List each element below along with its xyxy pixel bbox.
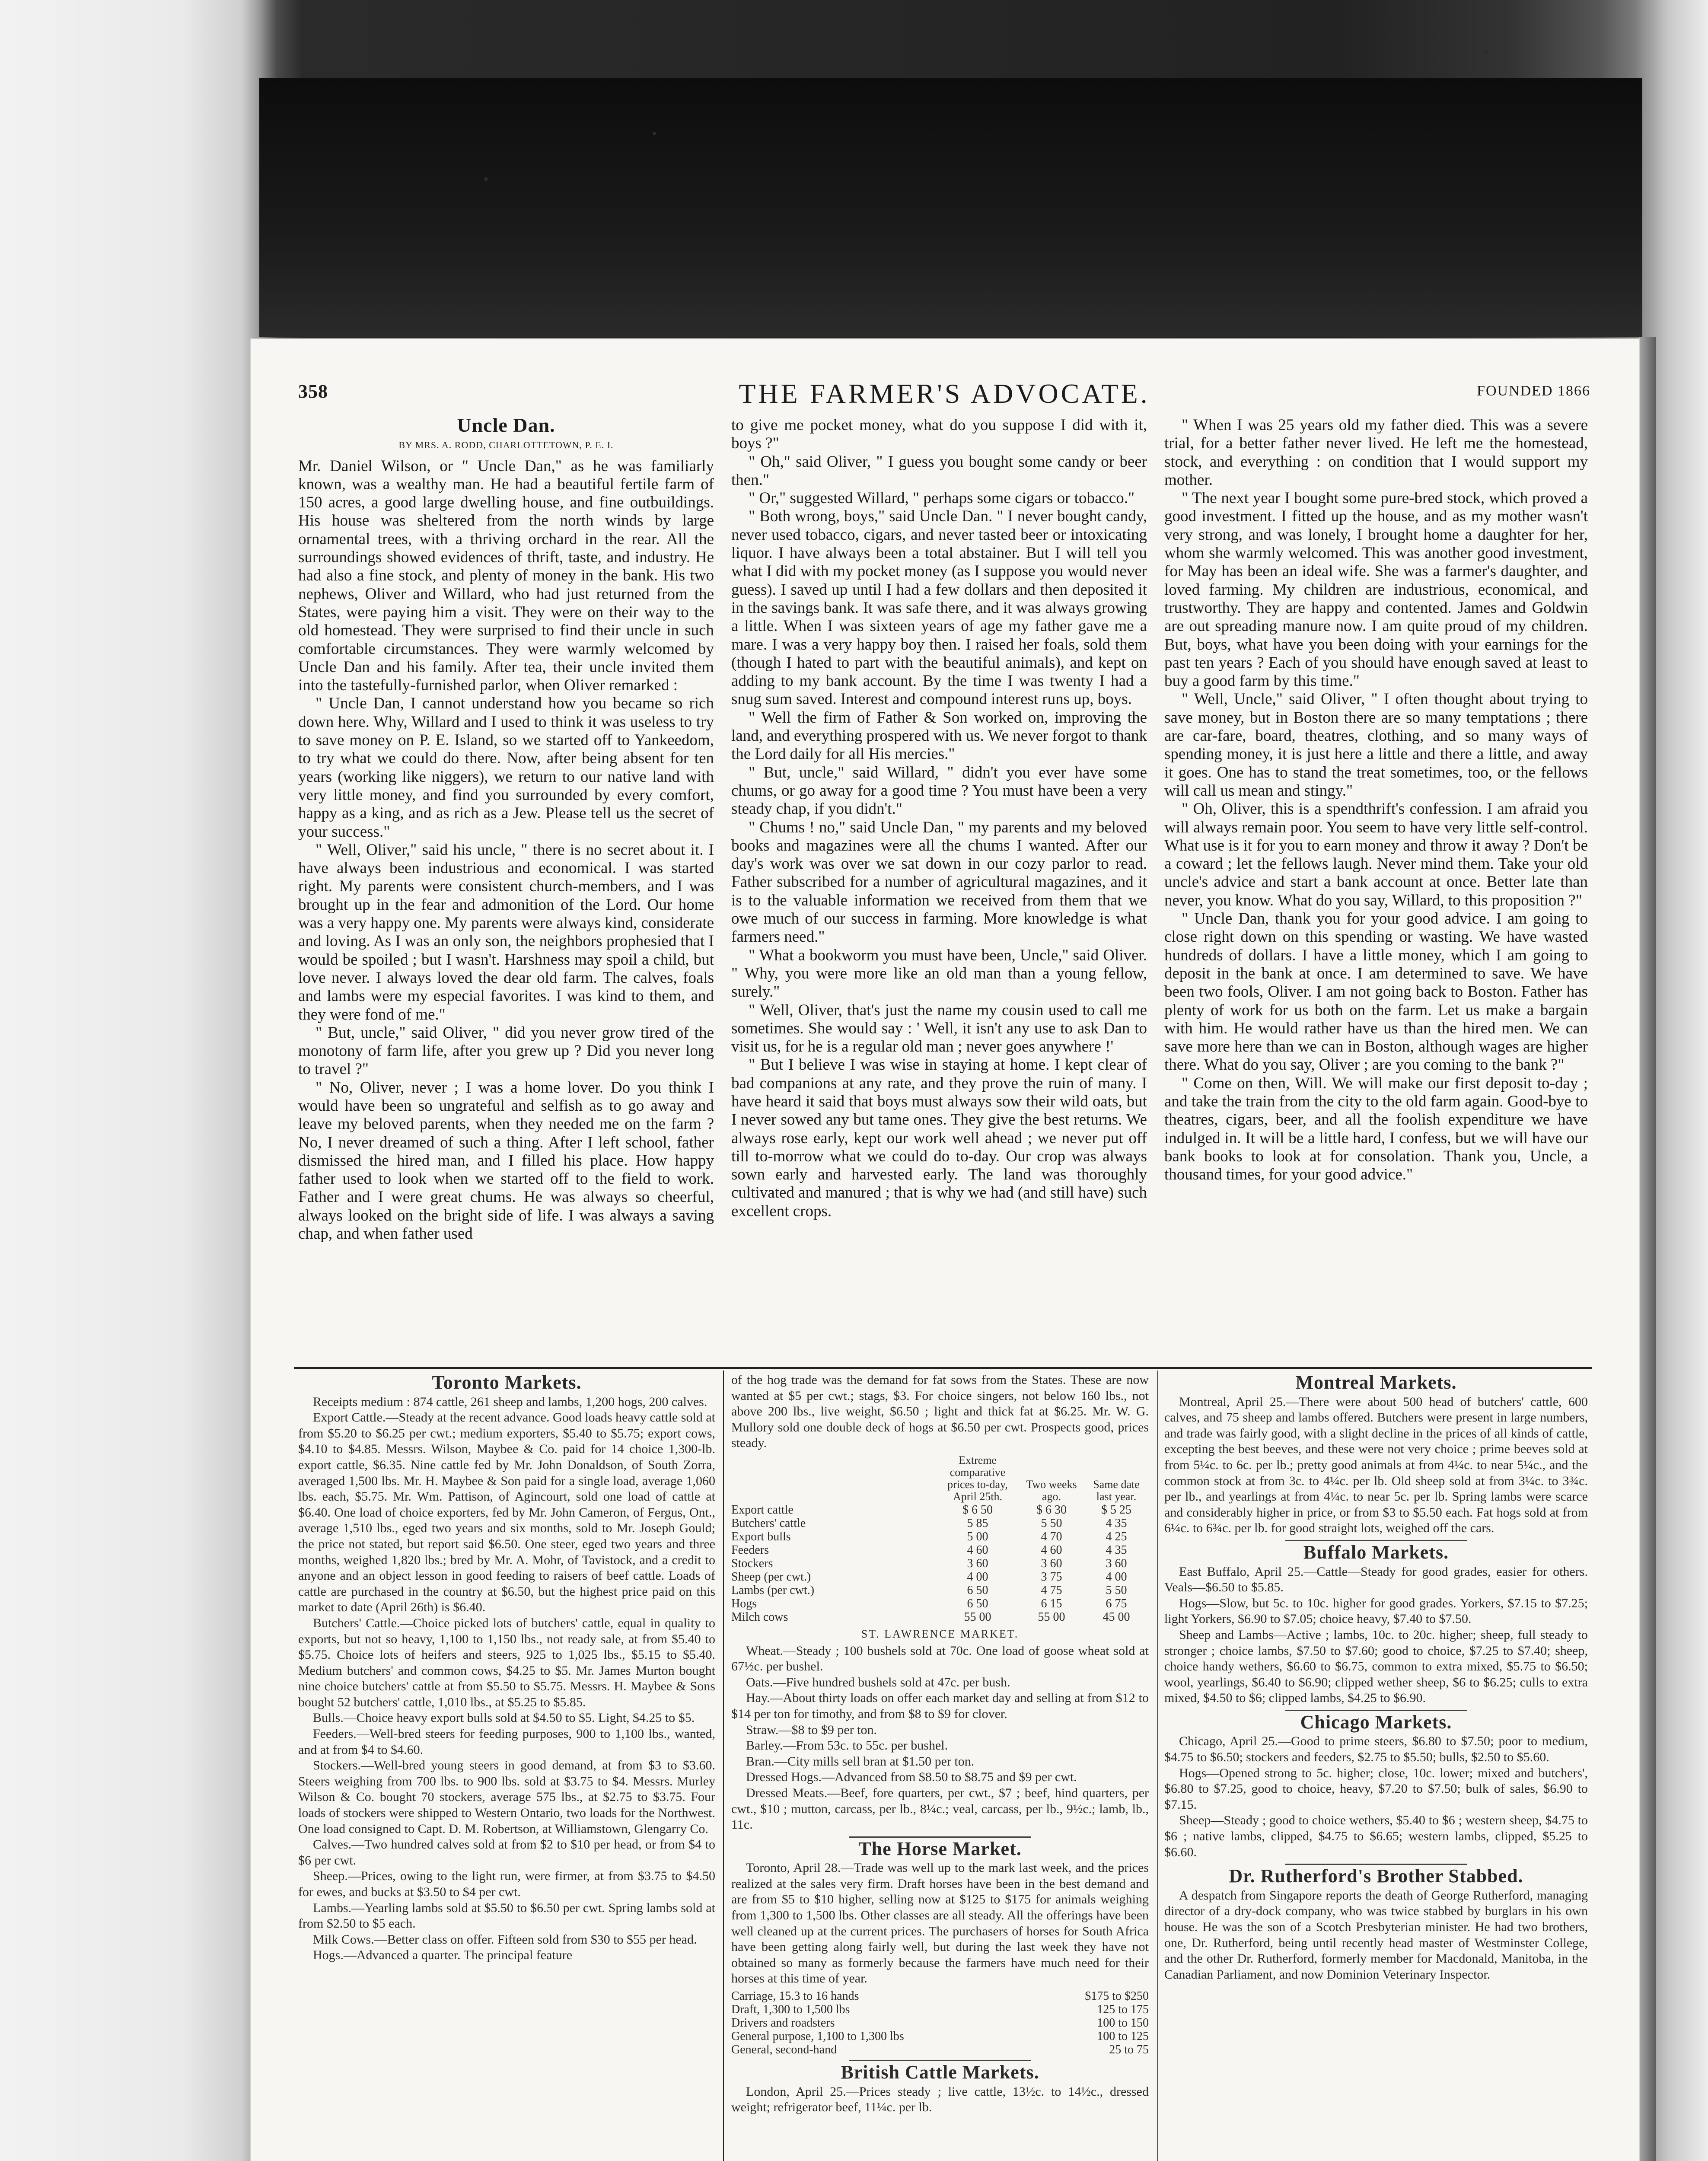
market-paragraph: Sheep—Steady ; good to choice wethers, $5.40 to $6 ; western sheep, $4.75 to $6 ; native lambs, clipped, $4.75 to $6.65; western lambs, clipped, $5.25 to $6.60. [1164,1813,1588,1859]
toronto-markets [298,1372,715,1963]
table-header: Extreme comparative prices to-day, April 25th. [947,1453,1008,1503]
table-cell: 3 60 [1106,1556,1127,1570]
table-row [731,1570,1149,1584]
market-paragraph: Export Cattle.—Steady at the recent advance. Good loads heavy cattle sold at from $5.20 to $6.25 per cwt.; medium exporters, $5.40 to $5.75; export cows, $4.10 to $4.85. Messrs. Wilson, Maybee & Co. paid for 14 choice 1,300-lb. export cattle, $6.35. Nine cattle fed by Mr. John Donaldson, of South Zorra, averaged 1,500 lbs. Mr. H. Maybee & Son paid for a single load, average 1,060 lbs. each, $5.75. Mr. Wm. Pattison, of Agincourt, sold one load of cattle at $6.40. One load of choice exporters, fed by Mr. John Cameron, of Fergus, Ont., average 1,510 lbs., eged two years and six months, sold to Mr. Joseph Gould; the price not stated, but report said $6.50. One steer, eged two years and three months, weighed 1,820 lbs.; bred by Mr. A. Mohr, of Tavistock, and a credit to anyone and an object lesson in good feeding to raisers of beef cattle. Loads of cattle are purchased in the country at $6.50, but the highest price paid on this market to date (April 26th) is $6.40. [298,1410,715,1615]
market-paragraph: Receipts medium : 874 cattle, 261 sheep and lambs, 1,200 hogs, 200 calves. [313,1394,707,1409]
table-cell: Export cattle [731,1503,793,1517]
chicago-markets-title: Chicago Markets. [1300,1711,1452,1733]
table-cell: 4 70 [1041,1530,1062,1543]
table-row [731,2030,1149,2043]
market-paragraph: Feeders.—Well-bred steers for feeding purposes, 900 to 1,100 lbs., wanted, and at from $4 to $4.60. [298,1727,715,1757]
newspaper-page [251,339,1639,2161]
table-row [731,2003,1149,2016]
british-cattle-markets-title: British Cattle Markets. [841,2062,1039,2083]
market-paragraph: London, April 25.—Prices steady ; live cattle, 13½c. to 14½c., dressed weight; refrigerator beef, 11¼c. per lb. [731,2084,1149,2115]
market-paragraph: Lambs.—Yearling lambs sold at $5.50 to $6.50 per cwt. Spring lambs sold at from $2.50 to $5 each. [298,1900,715,1931]
table-cell: 4 35 [1106,1516,1127,1530]
story-paragraph: " Or," suggested Willard, " perhaps some cigars or tobacco." [749,489,1135,507]
scan-speck [362,41,365,51]
story-paragraph: " No, Oliver, never ; I was a home lover. Do you think I would have been so ungrateful and selfish as to go away and leave my beloved parents, when they needed me on the farm ? No, I never dreamed of such a thing. After I left school, father dismissed the hired man, and I filled his place. How happy father used to look when we started off to the field to work. Father and I were great chums. He was always so cheerful, always looked on the bright side of life. I was always a saving chap, and when father used [298,1078,714,1243]
story-paragraph: " But I believe I was wise in staying at home. I kept clear of bad companions at any rate, and they prove the ruin of many. I have heard it said that boys must always sow their wild oats, but I never sowed any but tame ones. They give the best returns. We always rose early, kept our work well ahead ; we never put off till to-morrow what we could do to-day. Our crop was always sown early and harvested early. The land was thoroughly cultivated and manured ; that is why we had (and still have) such excellent crops. [731,1056,1147,1220]
table-cell: Butchers' cattle [731,1516,806,1530]
scan-speck [1485,51,1488,54]
scan-dark-border [259,78,1642,337]
table-cell: General, second-hand [731,2043,837,2057]
market-paragraph: Montreal, April 25.—There were about 500 head of butchers' cattle, 600 calves, and 75 sheep and lambs offered. Butchers were present in large numbers, and trade was fairly good, with a slight decline in the prices of all kinds of cattle, excepting the best beeves, and these were not very choice ; prime beeves sold at from 5¼c. to 6c. per lb.; pretty good animals at from 4¼c. to near 5¼c., and the common stock at from 3c. to 4¼c. per lb. Old sheep sold at from 3¼c. to 3¾c. per lb., and yearlings at from 4¼c. to near 5c. per lb. Spring lambs were scarce and considerably higher in price, or from $3 to $5.50 each. Fat hogs sold at from 6¼c. to 6¾c. per lb. for good straight lots, weighed off the cars. [1164,1394,1588,1536]
table-cell: 4 60 [967,1543,988,1557]
comparative-prices-table [731,1454,1149,1624]
story-paragraph: " But, uncle," said Willard, " didn't you ever have some chums, or go away for a good time ? You must have been a very steady chap, if you didn't." [731,763,1147,818]
story-paragraph: " Both wrong, boys," said Uncle Dan. " I never bought candy, never used tobacco, cigars, and never tasted beer or intoxicating liquor. I have always been a total abstainer. But I will tell you what I did with my pocket money (as I suppose you would never guess). I saved up until I had a few dollars and then deposited it in the savings bank. It was safe there, and it was always growing a little. When I was sixteen years of age my father gave me a mare. I was a very happy boy then. I raised her foals, sold them (though I hated to part with the beautiful animals), and kept on adding to my bank account. By the time I was twenty I had a snug sum saved. Interest and compound interest runs up, boys. [731,507,1147,708]
table-cell: Stockers [731,1556,773,1570]
story-paragraph: " Oh," said Oliver, " I guess you bought some candy or beer then." [731,453,1147,489]
table-header [731,1454,936,1503]
montreal-markets-title: Montreal Markets. [1295,1372,1457,1393]
column-rule [723,1371,724,2161]
market-paragraph: Milk Cows.—Better class on offer. Fifteen sold from $30 to $55 per head. [313,1932,697,1947]
market-paragraph: Hay.—About thirty loads on offer each market day and selling at from $12 to $14 per ton for timothy, and from $8 to $9 for clover. [731,1691,1149,1721]
table-cell: 4 00 [1106,1570,1127,1584]
story-paragraph: " Chums ! no," said Uncle Dan, " my parents and my beloved books and magazines were all the chums I wanted. After our day's work was over we sat down in our cozy parlor to read. Father subscribed for a number of agricultural magazines, and it is to the valuable information we received from them that we owe much of our success in farming. More knowledge is what farmers need." [731,818,1147,946]
table-cell: 3 60 [967,1556,988,1570]
story-paragraph: " Oh, Oliver, this is a spendthrift's confession. I am afraid you will always remain poor. You seem to have very little self-control. What use is it for you to earn money and throw it away ? Don't be a coward ; let the fellows laugh. Never mind them. Take your old uncle's advice and start a bank account at once. Better late than never, you know. What do you say, Willard, to this proposition ?" [1164,800,1588,909]
table-cell: Feeders [731,1543,769,1557]
divider [1285,1710,1467,1711]
table-cell: 25 to 75 [1109,2043,1149,2057]
table-cell: Hogs [731,1597,757,1610]
market-paragraph: Chicago, April 25.—Good to prime steers, $6.80 to $7.50; poor to medium, $4.75 to $6.50; stockers and feeders, $2.75 to $5.50; bulls, $2.50 to $5.60. [1164,1734,1588,1765]
table-cell: 55 00 [1038,1610,1065,1624]
market-paragraph: Calves.—Two hundred calves sold at from $2 to $10 per head, or from $4 to $6 per cwt. [298,1837,715,1868]
page-header [298,380,1590,415]
table-cell: 4 35 [1106,1543,1127,1557]
scan-speck [653,132,656,135]
masthead-title: THE FARMER'S ADVOCATE. [739,378,1150,409]
table-cell: 3 75 [1041,1570,1062,1584]
market-paragraph: Bulls.—Choice heavy export bulls sold at $4.50 to $5. Light, $4.25 to $5. [313,1711,695,1725]
story-paragraph: " Well, Oliver," said his uncle, " there is no secret about it. I have always been industrious and economical. I was started right. My parents were consistent church-members, and I was brought up in the fear and admonition of the Lord. Our home was a very happy one. My parents were always kind, considerate and loving. As I was an only son, the neighbors prophesied that I would be spoiled ; but I wasn't. Harshness may spoil a child, but love never. I always loved the dear old farm. The calves, foals and lambs were my especial favorites. I was kind to them, and they were fond of me." [298,841,714,1023]
table-cell: 55 00 [964,1610,991,1624]
story-paragraph: " Come on then, Will. We will make our first deposit to-day ; and take the train from the city to the old farm again. Good-bye to theatres, cigars, beer, and all the foolish expenditure we have indulged in. It will be a little hard, I confess, but we will have our bank books to look at for consolation. Thank you, Uncle, a thousand times, for your good advice." [1164,1074,1588,1184]
market-paragraph: Hogs—Slow, but 5c. to 10c. higher for good grades. Yorkers, $7.15 to $7.25; light Yorkers, $6.90 to $7.05; choice heavy, $7.40 to $7.50. [1164,1596,1588,1626]
market-paragraph: Bran.—City mills sell bran at $1.50 per ton. [746,1754,975,1769]
table-cell: $ 6 50 [962,1503,993,1517]
table-cell: 125 to 175 [1097,2003,1149,2017]
story-paragraph: Mr. Daniel Wilson, or " Uncle Dan," as he was familiarly known, was a wealthy man. He had a beautiful fertile farm of 150 acres, a good large dwelling house, and fine outbuildings. His house was sheltered from the north winds by large ornamental trees, with a thriving orchard in the rear. All the surroundings showed evidences of thrift, taste, and industry. He had also a fine stock, and plenty of money in the bank. His two nephews, Oliver and Willard, who had just returned from the States, were paying him a visit. They were on their way to the old homestead. They were surprised to find their uncle in such comfortable circumstances. They were warmly welcomed by Uncle Dan and his family. After tea, their uncle invited them into the tastefully-furnished parlor, when Oliver remarked : [298,457,714,695]
table-cell: 4 60 [1041,1543,1062,1557]
story-paragraph: " But, uncle," said Oliver, " did you never grow tired of the monotony of farm life, after you grew up ? Did you never long to travel ?" [298,1023,714,1078]
scan-speck [484,177,488,181]
story-paragraph: " Uncle Dan, thank you for your good advice. I am going to close right down on this spending or wasting. We have wasted hundreds of dollars. I have a little money, which I am going to deposit in the bank at once. I am determined to save. We have been two fools, Oliver. I am not going back to Boston. Father has plenty of work for us both on the farm. Let us make a bargain with him. He would rather have us than the hired men. We can save more here than we can in Boston, although wages are higher there. What do you say, Oliver ; are you coming to the bank ?" [1164,910,1588,1074]
table-cell: 45 00 [1103,1610,1130,1624]
horse-market-title: The Horse Market. [858,1838,1022,1859]
table-row [731,1989,1149,2003]
story-paragraph: " Well the firm of Father & Son worked on, improving the land, and everything prospered with us. We never forgot to thank the Lord daily for all His mercies." [731,708,1147,763]
middle-markets [731,1372,1149,2116]
table-cell: 5 50 [1106,1583,1127,1597]
story-column-1 [298,416,714,1243]
table-cell: 100 to 125 [1097,2030,1149,2043]
table-row [731,1557,1149,1570]
story-paragraph: to give me pocket money, what do you suppose I did with it, boys ?" [731,416,1147,453]
market-paragraph: Hogs.—Advanced a quarter. The principal feature [313,1948,573,1963]
story-paragraph: " Uncle Dan, I cannot understand how you became so rich down here. Why, Willard and I used to think it was useless to try to save money on P. E. Island, so we started off to Yankeedom, to try what we could do there. Now, after being absent for ten years (working like niggers), we return to our native land with very little money, and find you surrounded by every comfort, happy as a king, and as rich as a Jew. Please tell us the secret of your success." [298,695,714,841]
rutherford-article-title: Dr. Rutherford's Brother Stabbed. [1229,1865,1523,1887]
table-cell: Draft, 1,300 to 1,500 lbs [731,2003,850,2017]
section-divider [294,1367,1592,1369]
table-cell: 6 50 [967,1583,988,1597]
market-paragraph: Oats.—Five hundred bushels sold at 47c. per bush. [746,1675,1010,1689]
table-header: Two weeks ago. [1026,1478,1077,1503]
market-paragraph: Sheep and Lambs—Active ; lambs, 10c. to 20c. higher; sheep, full steady to stronger ; choice lambs, $7.50 to $7.60; good to choice, $7.25 to $7.40; sheep, choice handy wethers, $6.60 to $6.75, common to extra mixed, $5.75 to $6.50; wool, yearlings, $6.40 to $6.90; clipped wether sheep, $6 to $6.25; culls to extra mixed, $4.50 to $6; clipped lambs, $4.25 to $6.90. [1164,1627,1588,1705]
page-edge [1639,337,1656,2161]
market-paragraph: of the hog trade was the demand for fat sows from the States. These are now wanted at $5 per cwt.; stags, $3. For choice singers, not below 160 lbs., not above 200 lbs., live weight, $6.50 ; light and thick fat at $6.25. Mr. W. G. Mullory sold one double deck of hogs at $6.50 per cwt. Prospects good, prices steady. [731,1373,1149,1450]
market-paragraph: Dressed Hogs.—Advanced from $8.50 to $8.75 and $9 per cwt. [746,1770,1077,1785]
table-row [731,2043,1149,2056]
market-paragraph: Toronto, April 28.—Trade was well up to the mark last week, and the prices realized at the sales very firm. Draft horses have been in the best demand and are from $5 to $10 higher, selling now at $125 to $175 for animals weighing from 1,300 to 1,500 lbs. Other classes are all steady. All the offerings have been well cleaned up at the current prices. The purchasers of horses for South Africa have been getting along fairly well, but during the last week they have not obtained so many as formerly because the farmers have much need for their horses at this time of year. [731,1861,1149,1986]
table-cell: 6 15 [1041,1597,1062,1610]
table-cell: Sheep (per cwt.) [731,1570,811,1584]
divider [849,1836,1031,1838]
market-paragraph: Barley.—From 53c. to 55c. per bushel. [746,1738,948,1753]
article-paragraph: A despatch from Singapore reports the death of George Rutherford, managing director of a dry-dock company, who was twice stabbed by burglars in his own house. He was the son of a Scotch Presbyterian minister. He had two brothers, one, Dr. Rutherford, being until recently head master of Westminster College, and the other Dr. Rutherford, formerly member for Macdonald, Manitoba, in the Canadian Parliament, and now Dominion Veterinary Inspector. [1164,1888,1588,1982]
market-paragraph: Butchers' Cattle.—Choice picked lots of butchers' cattle, equal in quality to exports, but not so heavy, 1,100 to 1,150 lbs., not ready sale, at from $5.40 to $5.75. Choice lots of heifers and steers, 925 to 1,025 lbs., $5.15 to $5.40. Medium butchers' and common cows, $4.25 to $5. Mr. James Murton bought nine choice butchers' cattle at from $5.50 to $5.75. Messrs. H. Maybee & Sons bought 52 butchers' cattle, 1,010 lbs., at $5.25 to $5.85. [298,1616,715,1709]
right-markets [1164,1372,1588,1983]
table-cell: Drivers and roadsters [731,2016,835,2030]
st-lawrence-market-title: ST. LAWRENCE MARKET. [861,1627,1019,1640]
table-cell: 5 50 [1041,1516,1062,1530]
market-paragraph: Wheat.—Steady ; 100 bushels sold at 70c. One load of goose wheat sold at 67½c. per bushel. [731,1643,1149,1674]
divider [1285,1540,1467,1541]
table-row [731,2016,1149,2030]
story-paragraph: " Well, Oliver, that's just the name my cousin used to call me sometimes. She would say : ' Well, it isn't any use to ask Dan to visit us, for he is a regular old man ; never goes anywhere !' [731,1001,1147,1056]
table-cell: 6 50 [967,1597,988,1610]
toronto-markets-title: Toronto Markets. [432,1372,582,1393]
table-cell: $175 to $250 [1085,1989,1149,2003]
table-cell: $ 5 25 [1101,1503,1131,1517]
story-paragraph: " Well, Uncle," said Oliver, " I often thought about trying to save money, but in Boston there are so many temptations ; there are car-fare, board, theatres, clothing, and so many ways of spending money, it is just here a little and there a little, and away it goes. One has to stand the treat sometimes, too, or the fellows will call us mean and stingy." [1164,690,1588,800]
table-cell: 4 25 [1106,1530,1127,1543]
story-paragraph: " What a bookworm you must have been, Uncle," said Oliver. " Why, you were more like an old man than a young fellow, surely." [731,946,1147,1001]
horse-prices-table [731,1989,1149,2056]
story-column-3 [1164,416,1588,1184]
table-row [731,1584,1149,1597]
buffalo-markets-title: Buffalo Markets. [1303,1541,1449,1563]
table-row [731,1597,1149,1610]
market-paragraph: Sheep.—Prices, owing to the light run, were firmer, at from $3.75 to $4.50 for ewes, and bucks at $3.50 to $4 per cwt. [298,1869,715,1899]
table-row [731,1543,1149,1557]
market-paragraph: Stockers.—Well-bred young steers in good demand, at from $3 to $3.60. Steers weighing from 700 lbs. to 900 lbs. sold at $3.75 to $4. Messrs. Murley Wilson & Co. bought 70 stockers, average 575 lbs., at $2.75 to $3.75. Four loads of stockers were shipped to Western Ontario, two loads for the Northwest. One load consigned to Capt. D. M. Robertson, at Williamstown, Glengarry Co. [298,1758,715,1836]
market-paragraph: Dressed Meats.—Beef, fore quarters, per cwt., $7 ; beef, hind quarters, per cwt., $10 ; mutton, carcass, per lb., 8¼c.; veal, carcass, per lb., 9½c.; lamb, lb., 11c. [731,1785,1149,1832]
table-cell: 6 75 [1106,1597,1127,1610]
divider [1285,1864,1467,1865]
page-number: 358 [298,381,328,402]
story-paragraph: " The next year I bought some pure-bred stock, which proved a good investment. I fitted up the house, and as my mother wasn't very strong, and was lonely, I brought home a daughter for her, whom she warmly welcomed. This was another good investment, for May has been an ideal wife. She was a farmer's daughter, and loved farming. My children are industrious, economical, and trustworthy. They are happy and contented. James and Goldwin are out spreading manure now. I am quite proud of my children. But, boys, what have you been doing with your earnings for the past ten years ? Each of you should have enough saved at least to buy a good farm by this time." [1164,489,1588,690]
table-cell: 3 60 [1041,1556,1062,1570]
market-paragraph: East Buffalo, April 25.—Cattle—Steady for good grades, easier for others. Veals—$6.50 to $5.85. [1164,1564,1588,1595]
table-row [731,1517,1149,1530]
table-cell: Export bulls [731,1530,791,1543]
table-cell: 5 85 [967,1516,988,1530]
market-paragraph: Hogs—Opened strong to 5c. higher; close, 10c. lower; mixed and butchers', $6.80 to $7.25, good to choice, heavy, $7.20 to $7.50; bulk of sales, $6.90 to $7.15. [1164,1766,1588,1812]
story-paragraph: " When I was 25 years old my father died. This was a severe trial, for a better father never lived. He left me the homestead, stock, and everything : on condition that I would support my mother. [1164,416,1588,489]
founded-date: FOUNDED 1866 [1477,383,1590,399]
table-cell: 4 75 [1041,1583,1062,1597]
table-row [731,1503,1149,1517]
story-column-2 [731,416,1147,1221]
table-cell: 100 to 150 [1097,2016,1149,2030]
table-cell: General purpose, 1,100 to 1,300 lbs [731,2030,904,2043]
story-byline: BY MRS. A. RODD, CHARLOTTETOWN, P. E. I. [398,440,614,451]
table-cell: Carriage, 15.3 to 16 hands [731,1989,859,2003]
column-rule [1157,1371,1158,2161]
table-cell: 5 00 [967,1530,988,1543]
table-header: Same date last year. [1093,1478,1140,1503]
market-paragraph: Straw.—$8 to $9 per ton. [746,1722,877,1737]
table-row [731,1610,1149,1624]
table-row [731,1530,1149,1543]
divider [849,2060,1031,2061]
table-cell: Lambs (per cwt.) [731,1583,815,1597]
table-cell: 4 00 [967,1570,988,1584]
story-title: Uncle Dan. [457,414,555,436]
table-cell: $ 6 30 [1036,1503,1067,1517]
table-header-row [731,1454,1149,1503]
table-cell: Milch cows [731,1610,788,1624]
